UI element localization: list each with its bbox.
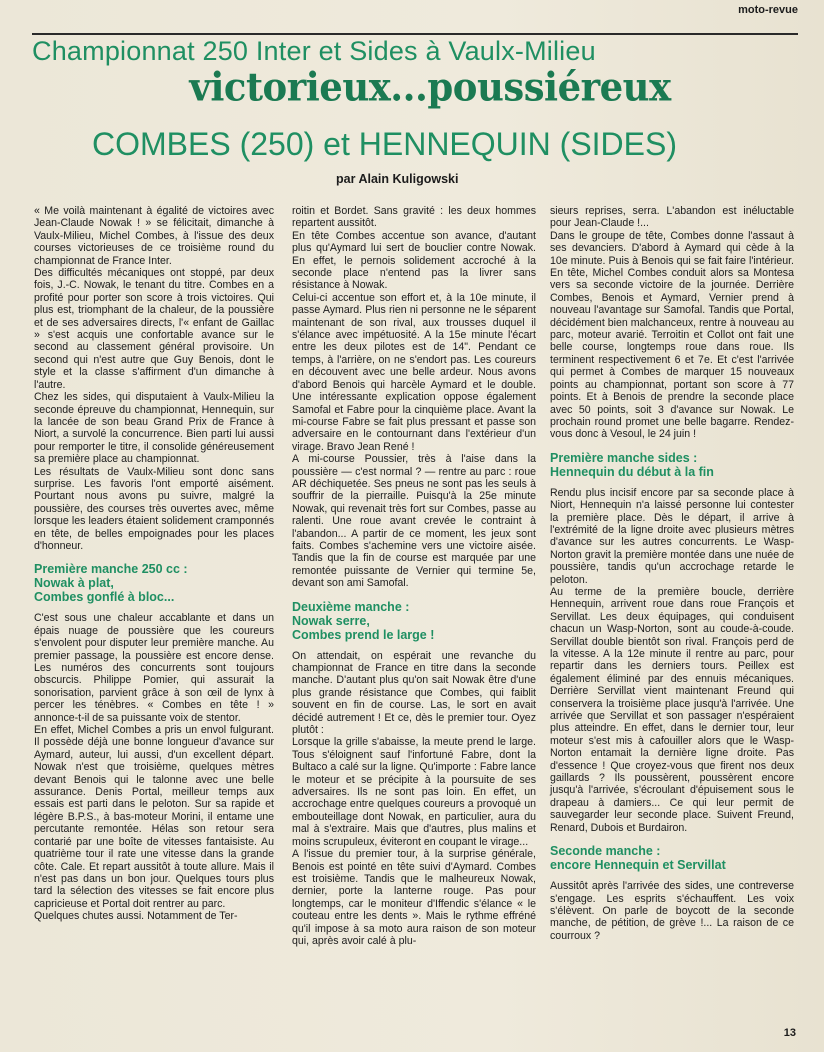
section-heading-line: Combes prend le large ! — [292, 627, 435, 642]
section-heading-line: Première manche 250 cc : — [34, 562, 188, 577]
paragraph: Aussitôt après l'arrivée des sides, une contreverse s'engage. Les esprits s'échauffent. Les voix s'élèvent. On parle de boycott de la seconde manche, de pétition, de grève !... La raison de ce courroux ? — [550, 880, 794, 942]
banner-headline: victorieux...poussiéreux — [189, 63, 671, 111]
paragraph: A l'issue du premier tour, à la surprise générale, Benois est pointé en tête suivi d'Aymard. Combes est troisième. Tandis que le malheureux Nowak, dernier, porte la lanterne rouge. Pas pour longtemps, car le moniteur d'Iffendic s'élance « le couteau entre les dents ». Mais le rythme effréné qu'il impose à sa moto aura raison de son moteur qui, après avoir calé à plu- — [292, 848, 536, 947]
paragraph: On attendait, on espérait une revanche du championnat de France en titre dans la seconde manche. D'autant plus qu'on sait Nowak être d'une plus grande résistance que Combes, qui faiblit souvent en fin de course. Las, le sort en avait décidé autrement ! Et ce, dès le premier tour. Oyez plutôt : — [292, 649, 536, 737]
paragraph: C'est sous une chaleur accablante et dans un épais nuage de poussière que les coureurs s'envolent pour disputer leur première manche. Au premier passage, la poussière est encore dense. Les numéros des concurrents sont toujours obscurcis. Philippe Pomier, qui assurait la sonorisation, parvient grâce à son œil de lynx à percer les ténèbres. « Combes en tête ! » annonce-t-il de sa puissante voix de stentor. — [34, 612, 274, 724]
section-heading-line: Combes gonflé à bloc... — [34, 590, 175, 605]
running-header: moto-revue — [738, 4, 798, 16]
section-heading-line: encore Hennequin et Servillat — [550, 858, 726, 873]
column-2 — [292, 205, 536, 947]
section-heading-line: Nowak à plat, — [34, 576, 114, 591]
section-heading — [550, 844, 794, 872]
section-heading-line: Deuxième manche : — [292, 599, 410, 614]
paragraph: « Me voilà maintenant à égalité de victoires avec Jean-Claude Nowak ! » se félicitait, dimanche à Vaulx-Milieu, Michel Combes, à l'issue des deux courses victorieuses de ce troisième round du championnat de France Inter. — [34, 205, 274, 267]
column-3 — [550, 205, 794, 942]
byline: par Alain Kuligowski — [336, 172, 459, 186]
paragraph: En tête Combes accentue son avance, d'autant plus qu'Aymard lui sert de bouclier contre Nowak. En effet, le pernois solidement accroché à la seconde place n'entend pas la livrer sans résistance à Nowak. — [292, 229, 536, 292]
kicker-title: Championnat 250 Inter et Sides à Vaulx-Milieu — [32, 36, 596, 66]
paragraph: Rendu plus incisif encore par sa seconde place à Niort, Hennequin n'a laissé personne lui contester la première place. Dès le départ, il arrive à l'extrémité de la ligne droite avec plusieurs mètres d'avance sur les autres concurrents. Le Wasp-Norton gravit la première montée dans une nuée de poussière, tandis qu'un accrochage retarde le peloton. — [550, 486, 794, 586]
section-heading-line: Nowak serre, — [292, 613, 370, 628]
paragraph: Des difficultés mécaniques ont stoppé, par deux fois, J.-C. Nowak, le tenant du titre. Combes en a profité pour porter son score à trois victoires. Qui plus est, triomphant de la chaleur, de la poussière et de ses adversaires directs, l'« enfant de Gaillac » s'est acquis une confortable avance sur le second au classement général provisoire. Un second qui n'est autre que Guy Benois, dont le style et la classe s'affirment d'un dimanche à l'autre. — [34, 267, 274, 391]
section-heading-line: Première manche sides : — [550, 450, 698, 465]
page-number: 13 — [783, 1027, 796, 1039]
column-1 — [34, 205, 274, 923]
section-heading — [292, 600, 536, 642]
section-heading-line: Hennequin du début à la fin — [550, 464, 714, 479]
paragraph: A mi-course Poussier, très à l'aise dans la poussière — c'est normal ? — rentre au parc : roue AR déchiquetée. Ses pneus ne sont pas les seuls à souffrir de la pierraille. Puisqu'à la 25e minute Nowak, qui revenait très fort sur Combes, passe au ralenti. Une roue avant crevée le contraint à l'abandon... A partir de ce moment, les jeux sont faits. Combes s'achemine vers une victoire aisée. Tandis que la fin de course est marquée par une remontée puissante de Vernier qui termine 5e, devant son ami Samofal. — [292, 453, 536, 590]
paragraph: Les résultats de Vaulx-Milieu sont donc sans surprise. Les favoris l'ont emporté aisément. Pourtant nous avons pu suivre, malgré la poussière, des courses très ouvertes avec, même lorsque les leaders étaient solidement cramponnés en tête, de belles empoignades pour les places d'honneur. — [34, 465, 274, 552]
paragraph: sieurs reprises, serra. L'abandon est inéluctable pour Jean-Claude !... — [550, 205, 794, 230]
paragraph: Lorsque la grille s'abaisse, la meute prend le large. Tous s'éloignent sauf l'infortuné Fabre, dont la Bultaco a calé sur la ligne. Qu'importe : Fabre lance le moteur et se précipite à la poursuite de ses adversaires. Ils ne sont pas loin. En effet, un accrochage entre quelques coureurs a provoqué un embouteillage dont Nowak, en particulier, aura du mal à s'extraire. Mais que d'autres, plus malins et moins scrupuleux, éviteront en coupant le virage... — [292, 736, 536, 848]
paragraph: roitin et Bordet. Sans gravité : les deux hommes repartent aussitôt. — [292, 205, 536, 230]
paragraph: Au terme de la première boucle, derrière Hennequin, arrivent roue dans roue François et Servillat. Les deux équipages, qui conduisent chacun un Wasp-Norton, sont au coude-à-coude. Servillat double bientôt son rival. François perd de la vitesse. A la 12e minute il rentre au parc, pour repartir dans les derniers tours. Peillex est également éliminé par des ennuis mécaniques. Derrière Servillat vient maintenant Freund qui conservera la troisième place jusqu'à l'arrivée. Une arrivée que Servillat et son passager n'espéraient plus atteindre. En effet, dans le dernier tour, leur moteur s'est mis à cafouiller alors que le Wasp-Norton entamait la dernière ligne droite. Pas d'essence ! Que croyez-vous que firent nos deux gaillards ? Ils poussèrent, poussèrent encore jusqu'à l'arrivée, s'écroulant d'épuisement sous le drapeau à damiers... Ce qui leur permit de sauvegarder leur seconde place. Suivent Freund, Renard, Dubois et Burdairon. — [550, 585, 794, 834]
paragraph: Dans le groupe de tête, Combes donne l'assaut à ses devanciers. D'abord à Aymard qui cède à la 10e minute. Puis à Benois qui se fait faire l'intérieur. En tête, Michel Combes conduit alors sa Montesa vers sa seconde victoire de la journée. Derrière Combes, Benois et Aymard, Vernier prend à nouveau l'avantage sur Samofal. Tandis que Portal, décidément bien malchanceux, rentre à nouveau au parc, moteur avarié. Terroitin et Collot ont fait une belle course, longtemps roue dans roue. Ils terminent respectivement 6 et 7e. Et c'est l'arrivée qui permet à Combes de marquer 15 nouveaux points au championnat, portant son score à 77 points. Et à Benois de prendre la seconde place avec 50 points, soit 3 d'avance sur Nowak. Le prochain round promet une belle bagarre. Rendez-vous donc à Vesoul, le 24 juin ! — [550, 229, 794, 441]
section-heading — [550, 451, 794, 479]
subtitle: COMBES (250) et HENNEQUIN (SIDES) — [92, 126, 677, 162]
paragraph: Quelques chutes aussi. Notamment de Ter- — [34, 910, 238, 923]
section-heading-line: Seconde manche : — [550, 844, 661, 859]
paragraph: En effet, Michel Combes a pris un envol fulgurant. Il possède déjà une bonne longueur d'avance sur Aymard, auteur, lui aussi, d'un excellent départ. Nowak n'est que troisième, quelques mètres devant Benois qui le talonne avec une belle assurance. Denis Portal, meilleur temps aux essais est parti dans le peloton. Sur sa rapide et légère B.P.S., à bas-moteur Morini, il entame une percutante remontée. Hélas son retour sera contarié par une boîte de vitesses fantaisiste. Au quatrième tour il rate une vitesse dans la grande côte. Cale. Et repart aussitôt à toute allure. Mais il n'est pas dans un bon jour. Quelques tours plus tard la sélection des vitesses se fait encore plus capricieuse et Portal doit rentrer au parc. — [34, 724, 274, 910]
paragraph: Celui-ci accentue son effort et, à la 10e minute, il passe Aymard. Plus rien ni personne ne le séparent maintenant de son rival, aux trousses duquel il s'élance avec impétuosité. A la 15e minute l'écart entre les deux pilotes est de 14". Pendant ce temps, à l'arrière, on ne s'endort pas. Les coureurs en découvent avec une belle ardeur. Nous avons d'abord Benois qui harcèle Aymard et le double. Une intéressante explication oppose également Samofal et Fabre pour la cinquième place. Avant la mi-course Fabre se fait plus pressant et passe son adversaire en le contournant dans l'extérieur d'un virage. Bravo Jean René ! — [292, 291, 536, 453]
paragraph: Chez les sides, qui disputaient à Vaulx-Milieu la seconde épreuve du championnat, Hennequin, sur la lancée de son beau Grand Prix de France à Niort, a survolé la concurrence. Bien parti lui aussi pour remporter le titre, il consolide généreusement sa première place au championnat. — [34, 391, 274, 466]
section-heading — [34, 562, 274, 604]
